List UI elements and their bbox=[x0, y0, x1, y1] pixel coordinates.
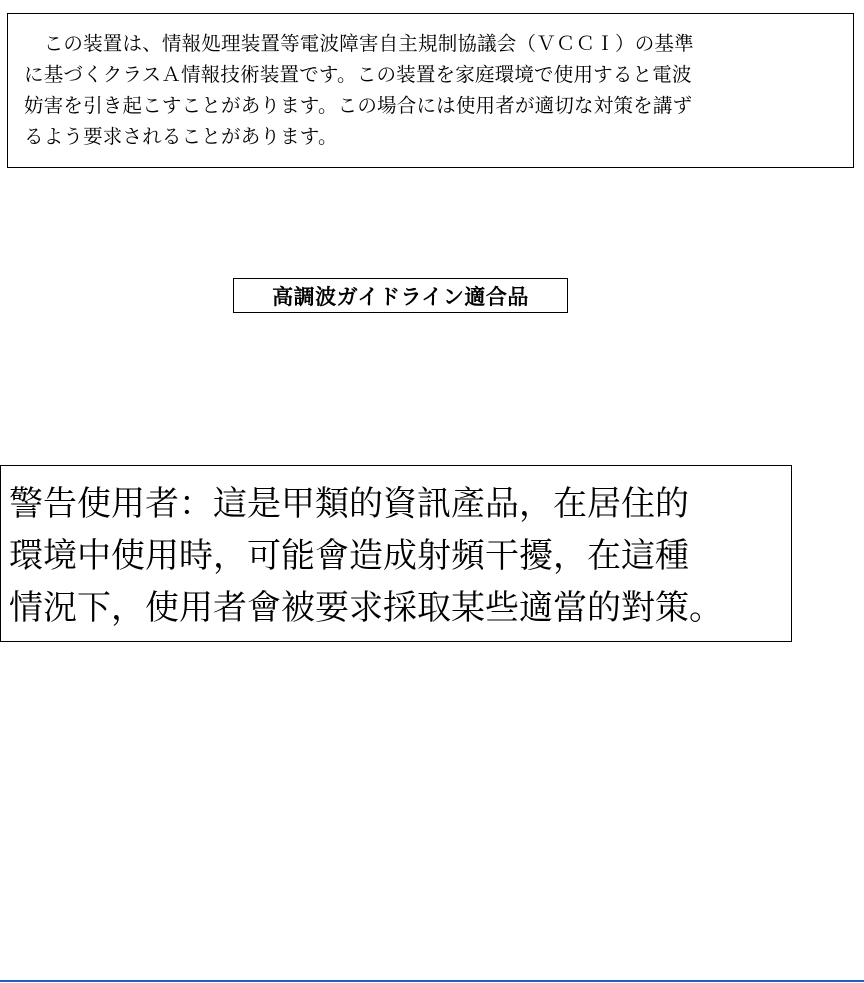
vcci-notice-line: 妨害を引き起こすことがあります。この場合には使用者が適切な対策を講ず bbox=[24, 94, 693, 117]
bsmi-warning-box bbox=[0, 465, 792, 642]
vcci-notice-box bbox=[7, 13, 854, 168]
bsmi-warning-line: 警告使用者：這是甲類的資訊產品，在居住的 bbox=[9, 484, 689, 524]
footer-rule bbox=[0, 980, 864, 982]
bsmi-warning-line: 情況下，使用者會被要求採取某些適當的對策。 bbox=[9, 588, 723, 628]
bsmi-warning-text bbox=[9, 478, 791, 634]
vcci-notice-text bbox=[24, 28, 841, 152]
harmonics-compliance-label: 高調波ガイドライン適合品 bbox=[233, 278, 568, 313]
vcci-notice-line: るよう要求されることがあります。 bbox=[24, 125, 338, 148]
vcci-notice-line: この装置は、情報処理装置等電波障害自主規制協議会（ＶＣＣＩ）の基準 bbox=[24, 32, 694, 55]
bsmi-warning-line: 環境中使用時，可能會造成射頻干擾，在這種 bbox=[9, 536, 689, 576]
vcci-notice-line: に基づくクラスＡ情報技術装置です。この装置を家庭環境で使用すると電波 bbox=[24, 63, 692, 86]
